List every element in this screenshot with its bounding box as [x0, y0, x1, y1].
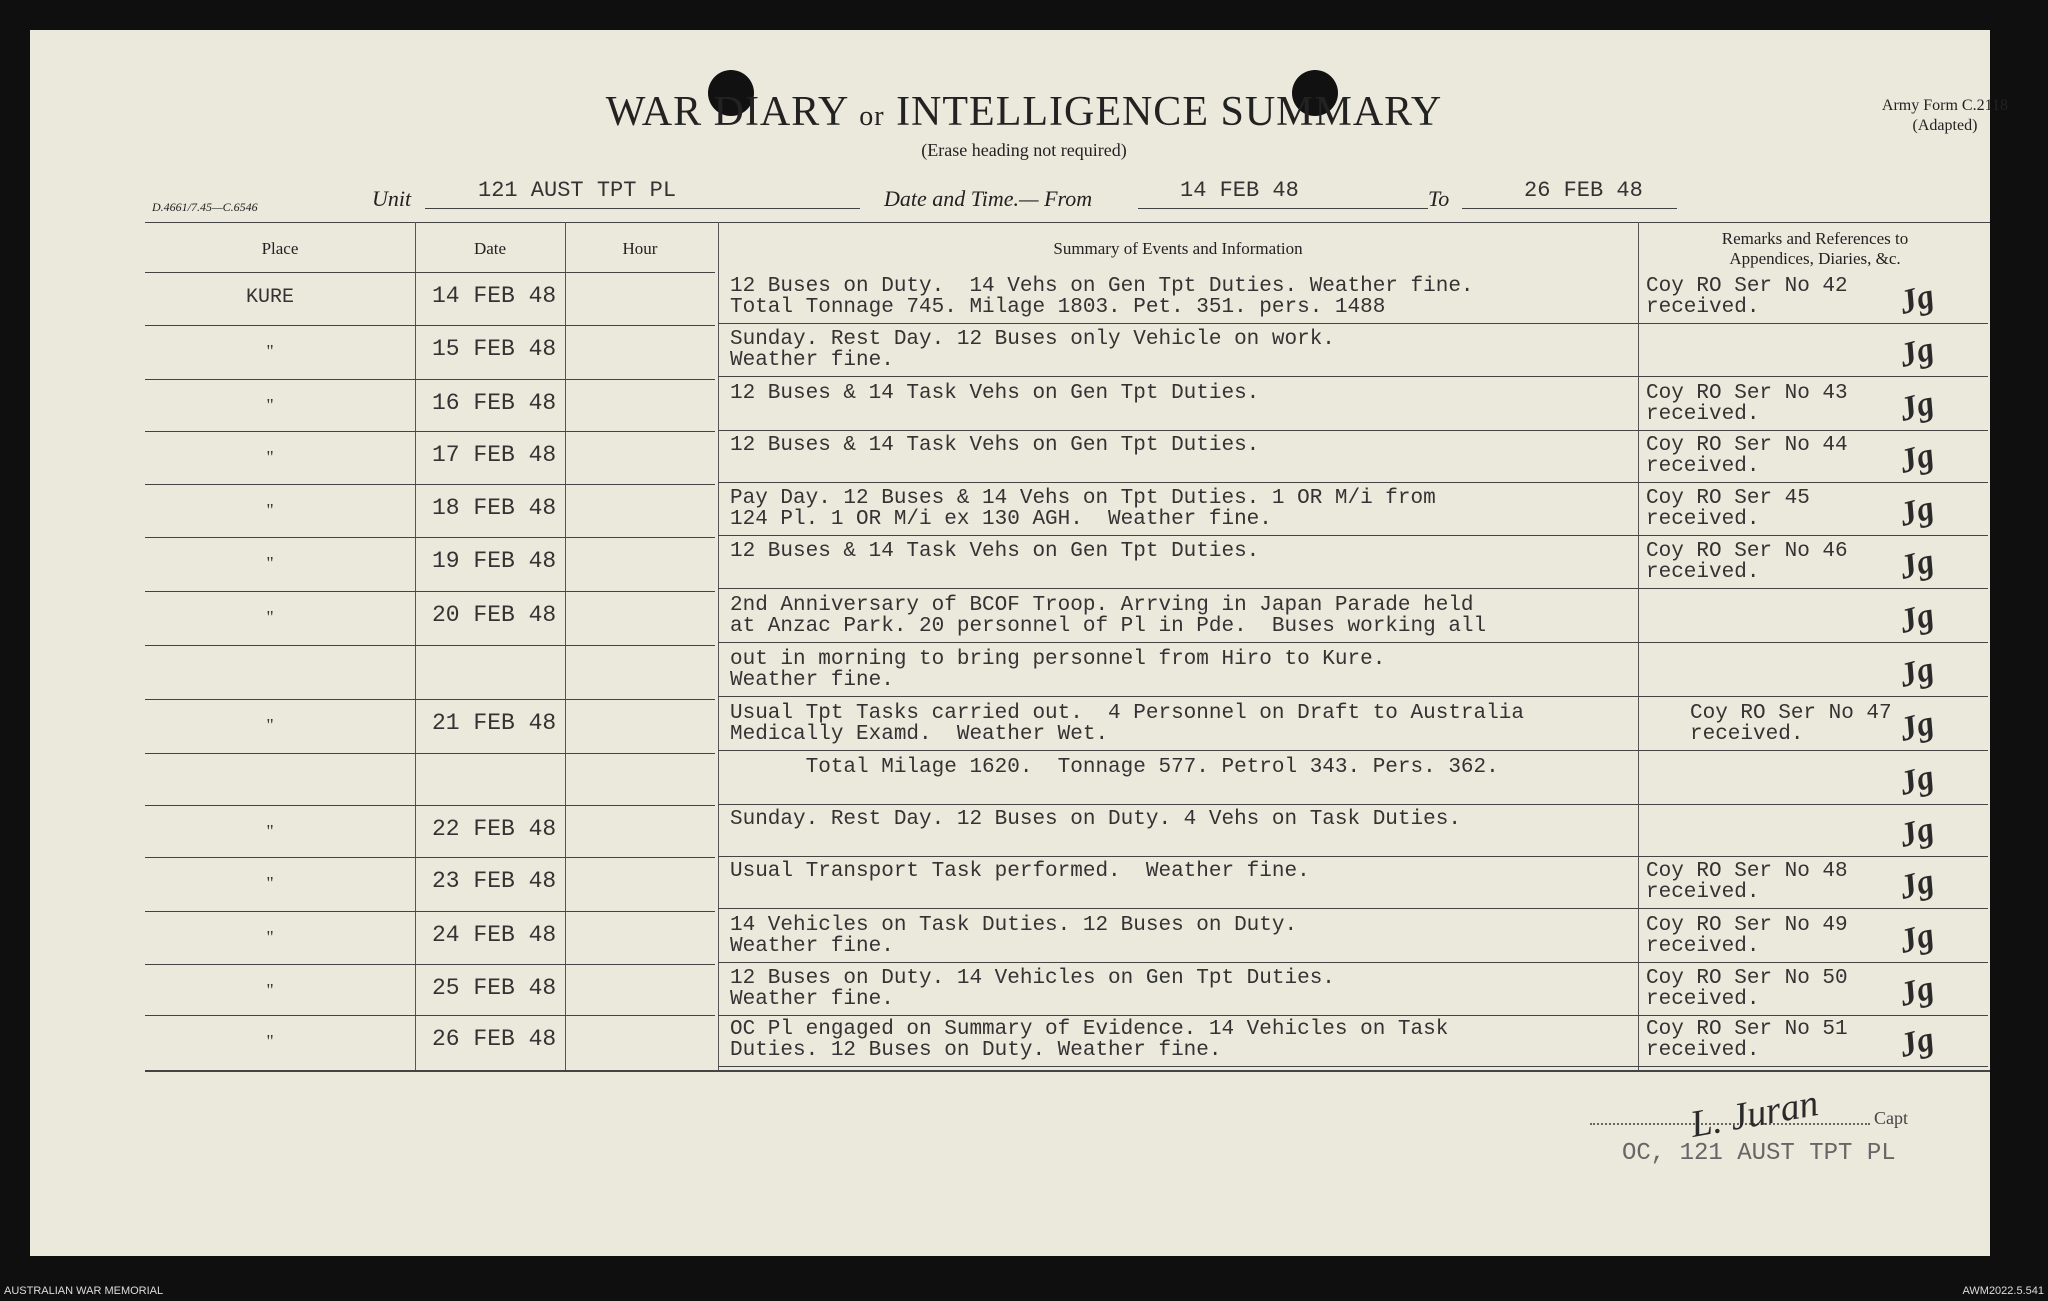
column-header-hour: Hour [622, 239, 658, 258]
initials-mark: Jg [1895, 810, 1939, 855]
remarks-line-1: Coy RO Ser 45 [1646, 487, 1810, 510]
place-cell: " [266, 500, 274, 520]
remarks-line-1: Coy RO Ser No 42 [1646, 275, 1848, 298]
summary-line-1: 12 Buses & 14 Task Vehs on Gen Tpt Duties. [730, 540, 1260, 563]
place-cell: " [266, 607, 274, 627]
remarks-line-1: Coy RO Ser No 43 [1646, 382, 1848, 405]
initials-mark: Jg [1895, 542, 1939, 587]
date-cell: 15 FEB 48 [432, 336, 557, 362]
place-cell: " [266, 821, 274, 841]
summary-line-2: Total Tonnage 745. Milage 1803. Pet. 351. pers. 1488 [730, 296, 1386, 319]
signature: L. Juran [1687, 1082, 1822, 1146]
summary-line-1: Total Milage 1620. Tonnage 577. Petrol 343. Pers. 362. [730, 756, 1499, 779]
remarks-line-1: Coy RO Ser No 51 [1646, 1018, 1848, 1041]
place-cell: " [266, 1031, 274, 1051]
place-cell: " [266, 980, 274, 1000]
remarks-line-2: received. [1646, 561, 1760, 584]
remarks-line-1: Coy RO Ser No 46 [1646, 540, 1848, 563]
initials-mark: Jg [1895, 1020, 1939, 1065]
date-cell: 24 FEB 48 [432, 922, 557, 948]
initials-mark: Jg [1895, 758, 1939, 803]
army-form-number: Army Form C.2118 (Adapted) [1881, 97, 2008, 134]
remarks-line-2: received. [1646, 508, 1760, 531]
place-cell: " [266, 553, 274, 573]
unit-stamp: OC, 121 AUST TPT PL [1622, 1140, 1896, 1167]
date-cell: 14 FEB 48 [432, 283, 557, 309]
summary-line-1: Sunday. Rest Day. 12 Buses only Vehicle on work. [730, 328, 1335, 351]
remarks-line-2: received. [1646, 1039, 1760, 1062]
initials-mark: Jg [1895, 862, 1939, 907]
summary-line-1: 14 Vehicles on Task Duties. 12 Buses on Duty. [730, 914, 1298, 937]
date-cell: 22 FEB 48 [432, 816, 557, 842]
column-header-place: Place [261, 239, 299, 258]
form-code: D.4661/7.45—C.6546 [152, 200, 258, 214]
place-cell: " [266, 927, 274, 947]
summary-line-2: Weather fine. [730, 669, 894, 692]
summary-line-1: out in morning to bring personnel from Hiro to Kure. [730, 648, 1386, 671]
summary-line-1: Usual Transport Task performed. Weather fine. [730, 860, 1310, 883]
summary-line-1: OC Pl engaged on Summary of Evidence. 14 Vehicles on Task [730, 1018, 1449, 1041]
remarks-line-2: received. [1646, 403, 1760, 426]
initials-mark: Jg [1895, 384, 1939, 429]
initials-mark: Jg [1895, 436, 1939, 481]
place-cell: " [266, 873, 274, 893]
unit-value: 121 AUST TPT PL [478, 178, 677, 203]
summary-line-1: 12 Buses & 14 Task Vehs on Gen Tpt Duties. [730, 382, 1260, 405]
date-cell: 18 FEB 48 [432, 495, 557, 521]
place-cell: " [266, 341, 274, 361]
summary-line-1: Pay Day. 12 Buses & 14 Vehs on Tpt Duties. 1 OR M/i from [730, 487, 1436, 510]
remarks-line-2: received. [1646, 988, 1760, 1011]
remarks-line-1: Coy RO Ser No 44 [1646, 434, 1848, 457]
initials-mark: Jg [1895, 916, 1939, 961]
unit-label: Unit [372, 186, 412, 211]
summary-line-1: Usual Tpt Tasks carried out. 4 Personnel on Draft to Australia [730, 702, 1524, 725]
column-header-summary: Summary of Events and Information [1053, 239, 1303, 258]
remarks-line-2: received. [1646, 935, 1760, 958]
summary-line-2: Weather fine. [730, 935, 894, 958]
initials-mark: Jg [1895, 704, 1939, 749]
signature-rank: Capt [1874, 1108, 1908, 1128]
place-cell: KURE [245, 286, 294, 309]
place-cell: " [266, 715, 274, 735]
date-cell: 20 FEB 48 [432, 602, 557, 628]
date-to-value: 26 FEB 48 [1524, 178, 1643, 203]
date-from-value: 14 FEB 48 [1180, 178, 1299, 203]
summary-line-1: 12 Buses & 14 Task Vehs on Gen Tpt Duties. [730, 434, 1260, 457]
column-header-date: Date [473, 239, 507, 258]
initials-mark: Jg [1895, 489, 1939, 534]
remarks-line-2: received. [1646, 455, 1760, 478]
remarks-line-2: received. [1646, 881, 1760, 904]
date-to-label: To [1428, 186, 1450, 211]
date-cell: 21 FEB 48 [432, 710, 557, 736]
date-cell: 16 FEB 48 [432, 390, 557, 416]
diary-page [30, 30, 1990, 1256]
summary-line-1: 2nd Anniversary of BCOF Troop. Arrving in Japan Parade held [730, 594, 1474, 617]
summary-line-2: 124 Pl. 1 OR M/i ex 130 AGH. Weather fine. [730, 508, 1272, 531]
footer-accession: AWM2022.5.541 [1962, 1285, 2044, 1297]
date-cell: 25 FEB 48 [432, 975, 557, 1001]
date-from-label: Date and Time.— From [884, 186, 1093, 211]
summary-line-1: 12 Buses on Duty. 14 Vehs on Gen Tpt Duties. Weather fine. [730, 275, 1474, 298]
summary-line-2: Weather fine. [730, 988, 894, 1011]
summary-line-2: Medically Examd. Weather Wet. [730, 723, 1109, 746]
initials-mark: Jg [1895, 330, 1939, 375]
date-cell: 19 FEB 48 [432, 548, 557, 574]
initials-mark: Jg [1895, 596, 1939, 641]
remarks-line-2: received. [1646, 296, 1760, 319]
date-cell: 23 FEB 48 [432, 868, 557, 894]
summary-line-2: at Anzac Park. 20 personnel of Pl in Pde. Buses working all [730, 615, 1487, 638]
date-cell: 17 FEB 48 [432, 442, 557, 468]
remarks-line-1: Coy RO Ser No 48 [1646, 860, 1848, 883]
page-title: WAR DIARY or INTELLIGENCE SUMMARY [605, 89, 1443, 135]
footer-source: AUSTRALIAN WAR MEMORIAL [4, 1285, 164, 1297]
column-header-remarks: Remarks and References to Appendices, Diaries, &c. [1721, 229, 1909, 268]
date-cell: 26 FEB 48 [432, 1026, 557, 1052]
place-cell: " [266, 395, 274, 415]
initials-mark: Jg [1895, 277, 1939, 322]
initials-mark: Jg [1895, 650, 1939, 695]
initials-mark: Jg [1895, 969, 1939, 1014]
remarks-line-1: Coy RO Ser No 50 [1646, 967, 1848, 990]
summary-line-1: Sunday. Rest Day. 12 Buses on Duty. 4 Vehs on Task Duties. [730, 808, 1461, 831]
remarks-line-2: received. [1690, 723, 1804, 746]
remarks-line-1: Coy RO Ser No 49 [1646, 914, 1848, 937]
page-subtitle: (Erase heading not required) [921, 140, 1127, 160]
place-cell: " [266, 447, 274, 467]
remarks-line-1: Coy RO Ser No 47 [1690, 702, 1892, 725]
summary-line-2: Weather fine. [730, 349, 894, 372]
summary-line-2: Duties. 12 Buses on Duty. Weather fine. [730, 1039, 1222, 1062]
summary-line-1: 12 Buses on Duty. 14 Vehicles on Gen Tpt Duties. [730, 967, 1335, 990]
